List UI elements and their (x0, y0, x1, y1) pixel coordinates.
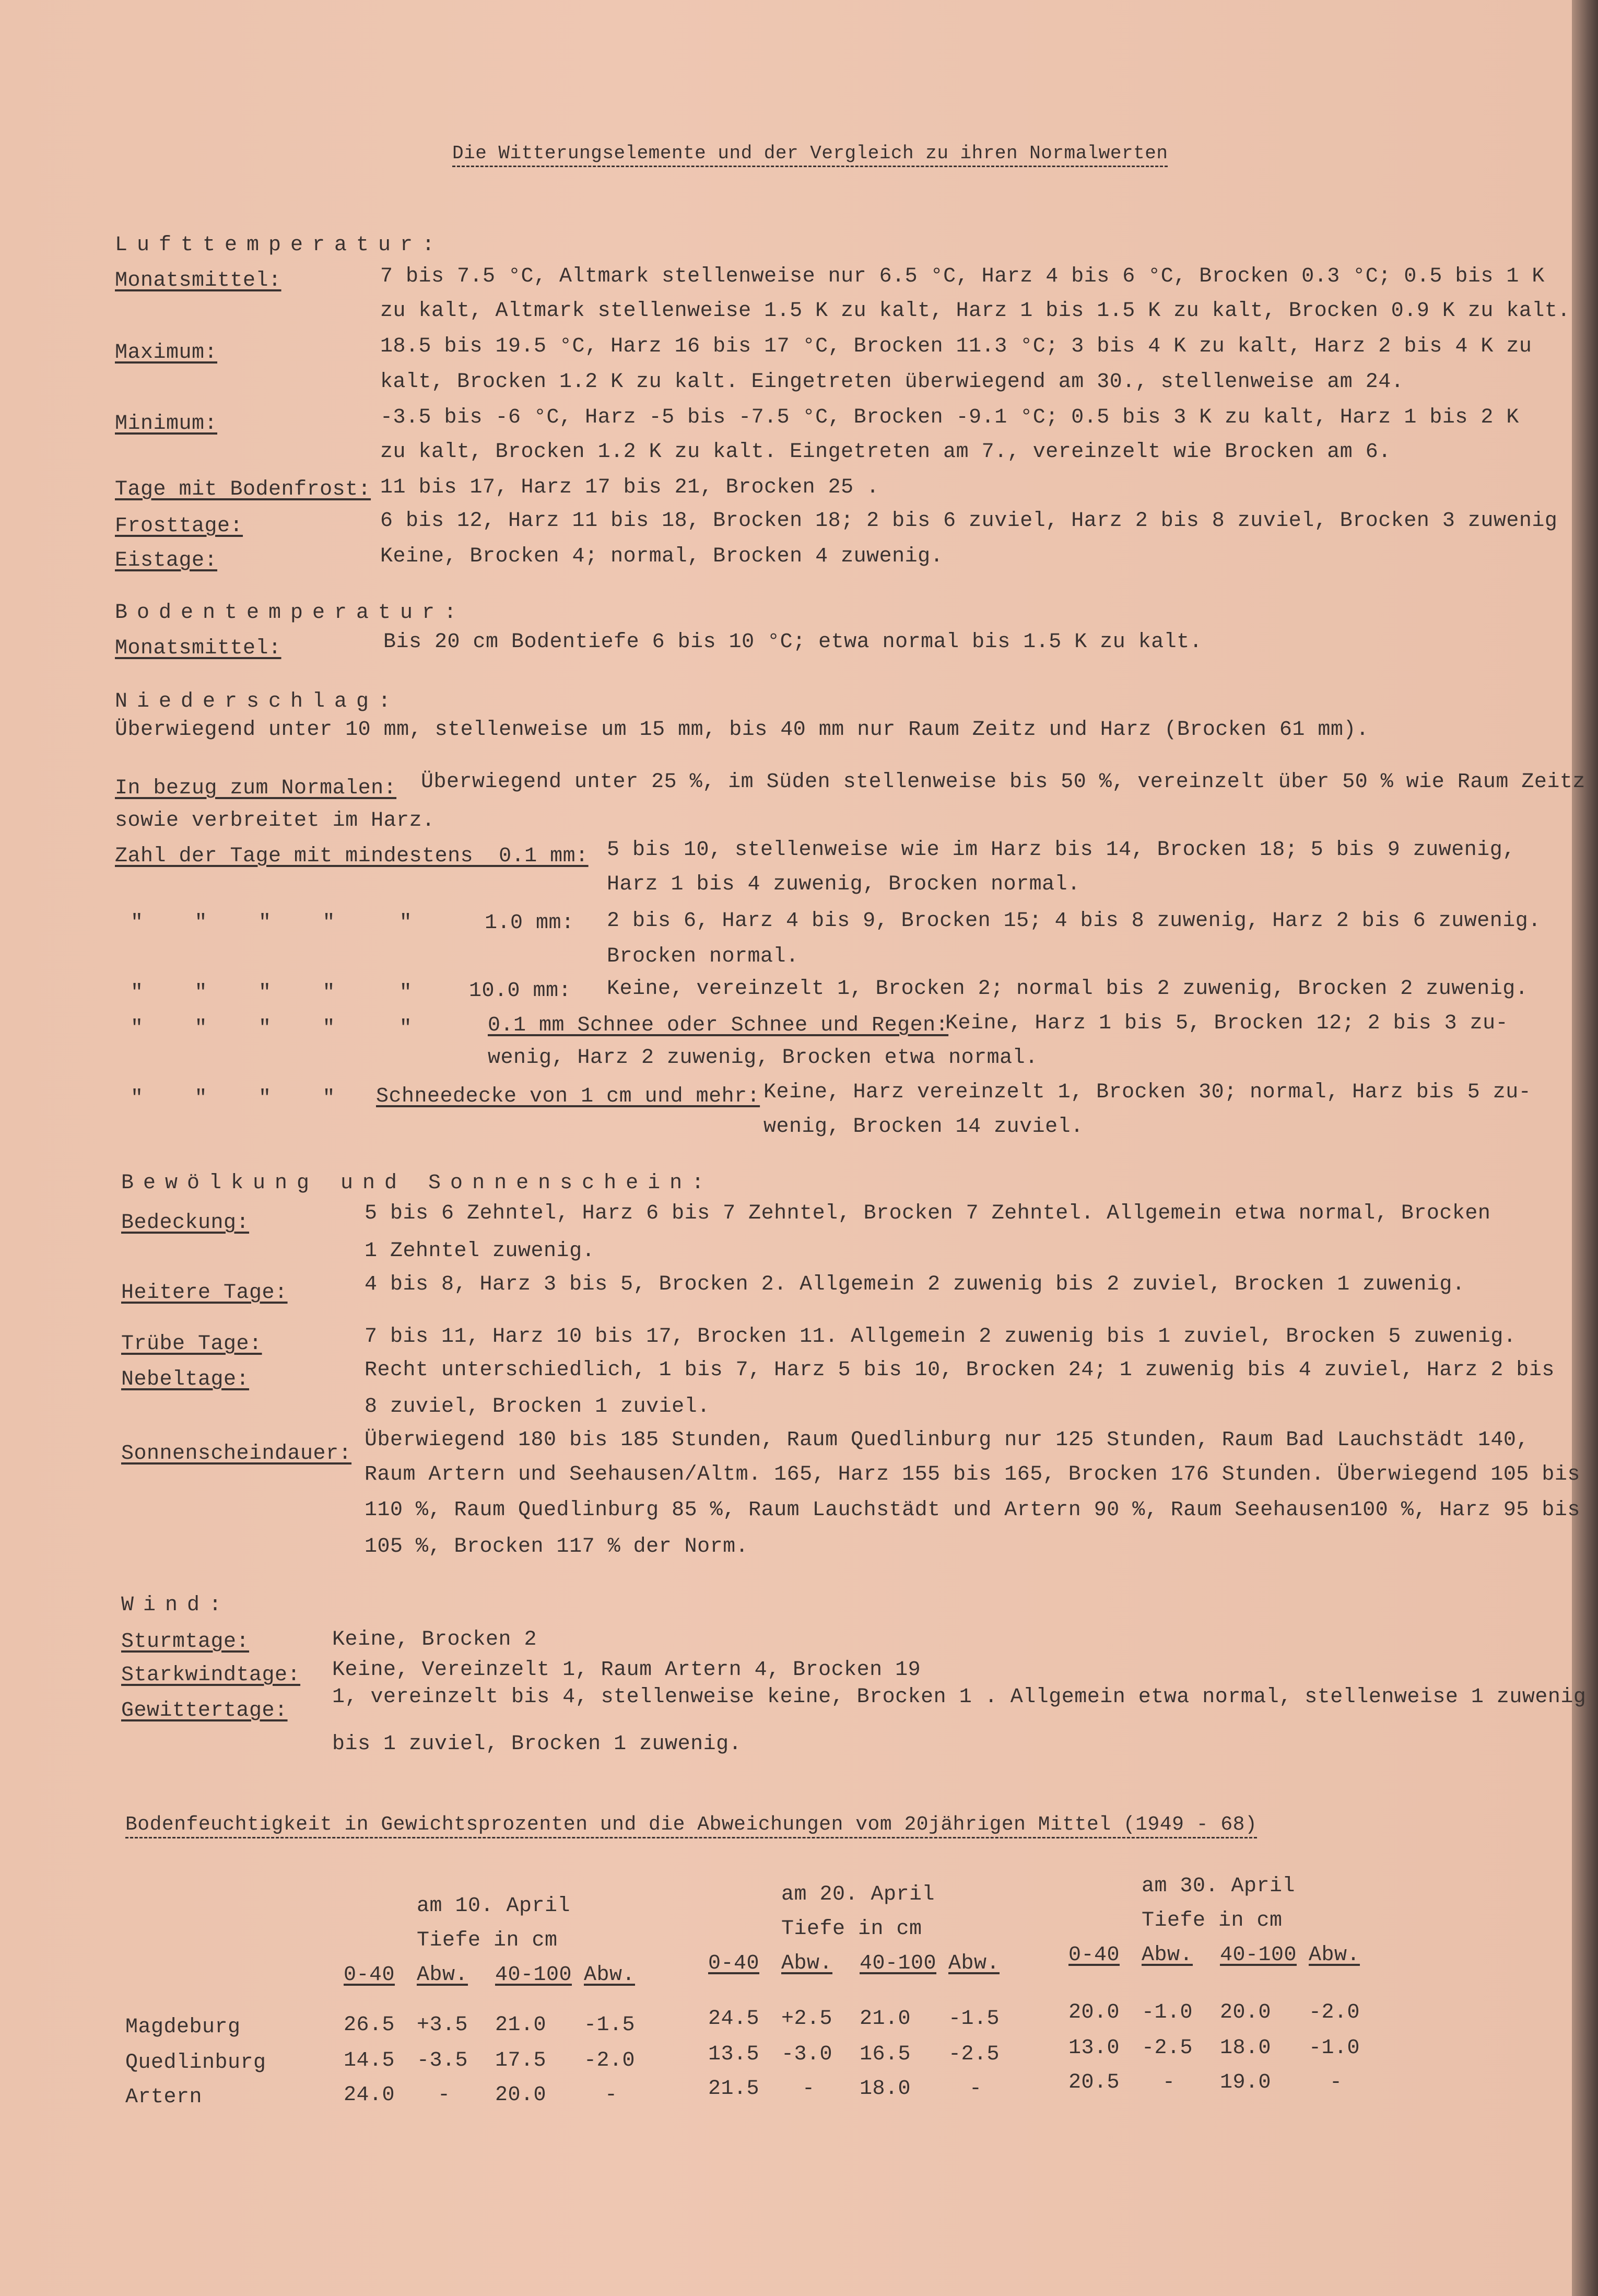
ditto-marks: " " " " " (131, 911, 413, 935)
soil-column-header: Abw. (417, 1963, 468, 1987)
soil-cell: 13.0 (1068, 2036, 1120, 2060)
text-starkwindtage: Keine, Vereinzelt 1, Raum Artern 4, Brocken 19 (332, 1658, 921, 1682)
soil-cell: -3.5 (417, 2049, 468, 2072)
soil-cell: 24.5 (708, 2007, 760, 2031)
label-eistage: Eistage: (115, 549, 218, 572)
soil-cell: - (969, 2077, 982, 2101)
label-starkwindtage: Starkwindtage: (121, 1664, 301, 1687)
label-bodenfrost: Tage mit Bodenfrost: (115, 478, 371, 501)
text-monatsmittel-2: zu kalt, Altmark stellenweise 1.5 K zu kalt, Harz 1 bis 1.5 K zu kalt, Brocken 0.9 K zu kalt. (380, 299, 1570, 323)
text-gewittertage-1: 1, vereinzelt bis 4, stellenweise keine, Brocken 1 . Allgemein etwa normal, stellenweise 1 zuwenig (332, 1685, 1587, 1709)
text-bedeckung-1: 5 bis 6 Zehntel, Harz 6 bis 7 Zehntel, Brocken 7 Zehntel. Allgemein etwa normal, Brocken (365, 1202, 1491, 1225)
text-normalen-2: sowie verbreitet im Harz. (115, 809, 435, 833)
label-maximum: Maximum: (115, 341, 218, 365)
label-tage-01mm: Zahl der Tage mit mindestens 0.1 mm: (115, 845, 589, 868)
soil-cell: 26.5 (344, 2013, 395, 2037)
soil-depth-label: Tiefe in cm (1142, 1909, 1283, 1932)
soil-cell: - (1162, 2071, 1176, 2094)
soil-cell: +2.5 (781, 2007, 833, 2031)
soil-cell: -1.5 (948, 2007, 1000, 2031)
soil-column-header: 40-100 (1220, 1943, 1297, 1967)
soil-date-header: am 10. April (417, 1894, 571, 1918)
text-tage-01mm-1: 5 bis 10, stellenweise wie im Harz bis 14, Brocken 18; 5 bis 9 zuwenig, (607, 838, 1515, 862)
label-gewittertage: Gewittertage: (121, 1699, 288, 1723)
section-heading-bodentemperatur: Bodentemperatur: (115, 601, 466, 625)
soil-cell: 20.0 (1220, 2001, 1272, 2024)
soil-cell: - (438, 2083, 451, 2107)
label-tage-1mm: 1.0 mm: (485, 911, 574, 935)
soil-column-header: 40-100 (860, 1952, 937, 1975)
soil-cell: +3.5 (417, 2013, 468, 2037)
soil-cell: -2.0 (1309, 2001, 1360, 2024)
text-eistage: Keine, Brocken 4; normal, Brocken 4 zuwenig. (380, 545, 944, 568)
ditto-marks: " " " " " (131, 981, 413, 1005)
section-heading-wind: Wind: (121, 1594, 231, 1617)
section-heading-bewoelkung: Bewölkung und Sonnenschein: (121, 1172, 714, 1195)
soil-cell: 16.5 (860, 2043, 911, 2066)
soil-cell: 18.0 (860, 2077, 911, 2101)
book-binding-edge (1572, 0, 1598, 2296)
label-schnee-regen: 0.1 mm Schnee oder Schnee und Regen: (488, 1014, 949, 1037)
label-sturmtage: Sturmtage: (121, 1630, 250, 1654)
text-sonnenschein-1: Überwiegend 180 bis 185 Stunden, Raum Quedlinburg nur 125 Stunden, Raum Bad Lauchstädt 140, (365, 1428, 1529, 1452)
section-heading-lufttemperatur: Lufttemperatur: (115, 233, 444, 257)
text-tage-1mm-1: 2 bis 6, Harz 4 bis 9, Brocken 15; 4 bis 8 zuwenig, Harz 2 bis 6 zuwenig. (607, 909, 1541, 933)
text-schneedecke-1: Keine, Harz vereinzelt 1, Brocken 30; normal, Harz bis 5 zu- (763, 1081, 1532, 1104)
soil-column-header: Abw. (1309, 1943, 1360, 1967)
text-maximum-2: kalt, Brocken 1.2 K zu kalt. Eingetreten überwiegend am 30., stellenweise am 24. (380, 370, 1404, 394)
text-niederschlag-1: Überwiegend unter 10 mm, stellenweise um 15 mm, bis 40 mm nur Raum Zeitz und Harz (Brocken 61 mm). (115, 718, 1369, 742)
label-bedeckung: Bedeckung: (121, 1211, 250, 1235)
soil-cell: 21.5 (708, 2077, 760, 2101)
text-minimum-1: -3.5 bis -6 °C, Harz -5 bis -7.5 °C, Brocken -9.1 °C; 0.5 bis 3 K zu kalt, Harz 1 bis 2 K (380, 406, 1519, 429)
section-heading-niederschlag: Niederschlag: (115, 690, 401, 713)
text-sonnenschein-2: Raum Artern und Seehausen/Altm. 165, Harz 155 bis 165, Brocken 176 Stunden. Überwiegend 105 bis (365, 1463, 1580, 1486)
text-bedeckung-2: 1 Zehntel zuwenig. (365, 1239, 595, 1263)
text-frosttage: 6 bis 12, Harz 11 bis 18, Brocken 18; 2 bis 6 zuviel, Harz 2 bis 8 zuviel, Brocken 3 zuwenig (380, 509, 1558, 533)
text-nebeltage-2: 8 zuviel, Brocken 1 zuviel. (365, 1395, 710, 1419)
label-sonnenscheindauer: Sonnenscheindauer: (121, 1442, 352, 1466)
label-tage-10mm: 10.0 mm: (469, 979, 572, 1003)
soil-column-header: Abw. (584, 1963, 636, 1987)
soil-cell: 13.5 (708, 2043, 760, 2066)
soil-cell: 24.0 (344, 2083, 395, 2107)
soil-cell: 19.0 (1220, 2071, 1272, 2094)
soil-cell: 20.0 (1068, 2001, 1120, 2024)
soil-cell: 14.5 (344, 2049, 395, 2072)
soil-column-header: 40-100 (495, 1963, 572, 1987)
soil-cell: -2.5 (948, 2043, 1000, 2066)
soil-cell: 21.0 (860, 2007, 911, 2031)
soil-date-header: am 20. April (781, 1883, 935, 1906)
label-nebeltage: Nebeltage: (121, 1368, 250, 1391)
soil-column-header: Abw. (781, 1952, 833, 1975)
label-truebe-tage: Trübe Tage: (121, 1332, 262, 1356)
ditto-marks: " " " " " (131, 1017, 413, 1040)
soil-depth-label: Tiefe in cm (781, 1917, 922, 1941)
label-bezug-normalen: In bezug zum Normalen: (115, 777, 397, 800)
soil-date-header: am 30. April (1142, 1875, 1296, 1898)
text-schnee-regen-1: Keine, Harz 1 bis 5, Brocken 12; 2 bis 3 zu- (945, 1012, 1509, 1035)
soil-cell: 21.0 (495, 2013, 547, 2037)
soil-column-header: 0-40 (1068, 1943, 1120, 1967)
soil-cell: -2.5 (1142, 2036, 1193, 2060)
text-sonnenschein-3: 110 %, Raum Quedlinburg 85 %, Raum Lauchstädt und Artern 90 %, Raum Seehausen100 %, Harz 95 bis (365, 1498, 1580, 1522)
text-bodenfrost: 11 bis 17, Harz 17 bis 21, Brocken 25 . (380, 476, 879, 499)
soil-column-header: Abw. (948, 1952, 1000, 1975)
text-maximum-1: 18.5 bis 19.5 °C, Harz 16 bis 17 °C, Brocken 11.3 °C; 3 bis 4 K zu kalt, Harz 2 bis 4 K zu (380, 335, 1532, 358)
soil-cell: - (802, 2077, 815, 2101)
text-nebeltage-1: Recht unterschiedlich, 1 bis 7, Harz 5 bis 10, Brocken 24; 1 zuwenig bis 4 zuviel, Harz 2 bis (365, 1358, 1555, 1382)
soil-cell: 17.5 (495, 2049, 547, 2072)
text-sonnenschein-4: 105 %, Brocken 117 % der Norm. (365, 1535, 749, 1559)
soil-cell: -3.0 (781, 2043, 833, 2066)
text-truebe-tage: 7 bis 11, Harz 10 bis 17, Brocken 11. Allgemein 2 zuwenig bis 1 zuviel, Brocken 5 zuwenig. (365, 1325, 1517, 1349)
soil-cell: -1.5 (584, 2013, 636, 2037)
soil-cell: - (605, 2083, 618, 2107)
soil-cell: 20.5 (1068, 2071, 1120, 2094)
text-monatsmittel-1: 7 bis 7.5 °C, Altmark stellenweise nur 6.5 °C, Harz 4 bis 6 °C, Brocken 0.3 °C; 0.5 bis 1 K (380, 265, 1545, 288)
ditto-marks: " " " " (131, 1087, 336, 1110)
text-heitere-tage: 4 bis 8, Harz 3 bis 5, Brocken 2. Allgemein 2 zuwenig bis 2 zuviel, Brocken 1 zuwenig. (365, 1273, 1465, 1296)
text-gewittertage-2: bis 1 zuviel, Brocken 1 zuwenig. (332, 1732, 742, 1756)
label-schneedecke: Schneedecke von 1 cm und mehr: (376, 1085, 760, 1108)
soil-moisture-title: Bodenfeuchtigkeit in Gewichtsprozenten und die Abweichungen vom 20jährigen Mittel (1949 - 68) (125, 1813, 1258, 1836)
label-monatsmittel: Monatsmittel: (115, 269, 281, 292)
label-frosttage: Frosttage: (115, 514, 243, 538)
text-tage-1mm-2: Brocken normal. (607, 945, 799, 968)
soil-cell: -2.0 (584, 2049, 636, 2072)
soil-depth-label: Tiefe in cm (417, 1929, 558, 1952)
soil-cell: - (1330, 2071, 1343, 2094)
soil-cell: 18.0 (1220, 2036, 1272, 2060)
text-normalen-1: Überwiegend unter 25 %, im Süden stellenweise bis 50 %, vereinzelt über 50 % wie Raum Zeitz (421, 770, 1585, 794)
text-schnee-regen-2: wenig, Harz 2 zuwenig, Brocken etwa normal. (488, 1046, 1038, 1070)
text-tage-01mm-2: Harz 1 bis 4 zuwenig, Brocken normal. (607, 873, 1080, 896)
text-boden-monatsmittel: Bis 20 cm Bodentiefe 6 bis 10 °C; etwa normal bis 1.5 K zu kalt. (383, 630, 1203, 654)
soil-cell: 20.0 (495, 2083, 547, 2107)
label-minimum: Minimum: (115, 412, 218, 436)
page-title: Die Witterungselemente und der Vergleich zu ihren Normalwerten (452, 143, 1168, 164)
soil-cell: -1.0 (1142, 2001, 1193, 2024)
station-name: Quedlinburg (125, 2051, 266, 2075)
label-boden-monatsmittel: Monatsmittel: (115, 637, 281, 660)
label-heitere-tage: Heitere Tage: (121, 1281, 288, 1305)
text-schneedecke-2: wenig, Brocken 14 zuviel. (763, 1115, 1084, 1139)
station-name: Magdeburg (125, 2016, 241, 2039)
soil-cell: -1.0 (1309, 2036, 1360, 2060)
soil-column-header: 0-40 (344, 1963, 395, 1987)
soil-column-header: 0-40 (708, 1952, 760, 1975)
text-tage-10mm: Keine, vereinzelt 1, Brocken 2; normal bis 2 zuwenig, Brocken 2 zuwenig. (607, 977, 1529, 1001)
soil-column-header: Abw. (1142, 1943, 1193, 1967)
text-minimum-2: zu kalt, Brocken 1.2 K zu kalt. Eingetreten am 7., vereinzelt wie Brocken am 6. (380, 440, 1391, 464)
text-sturmtage: Keine, Brocken 2 (332, 1628, 537, 1651)
station-name: Artern (125, 2086, 203, 2109)
